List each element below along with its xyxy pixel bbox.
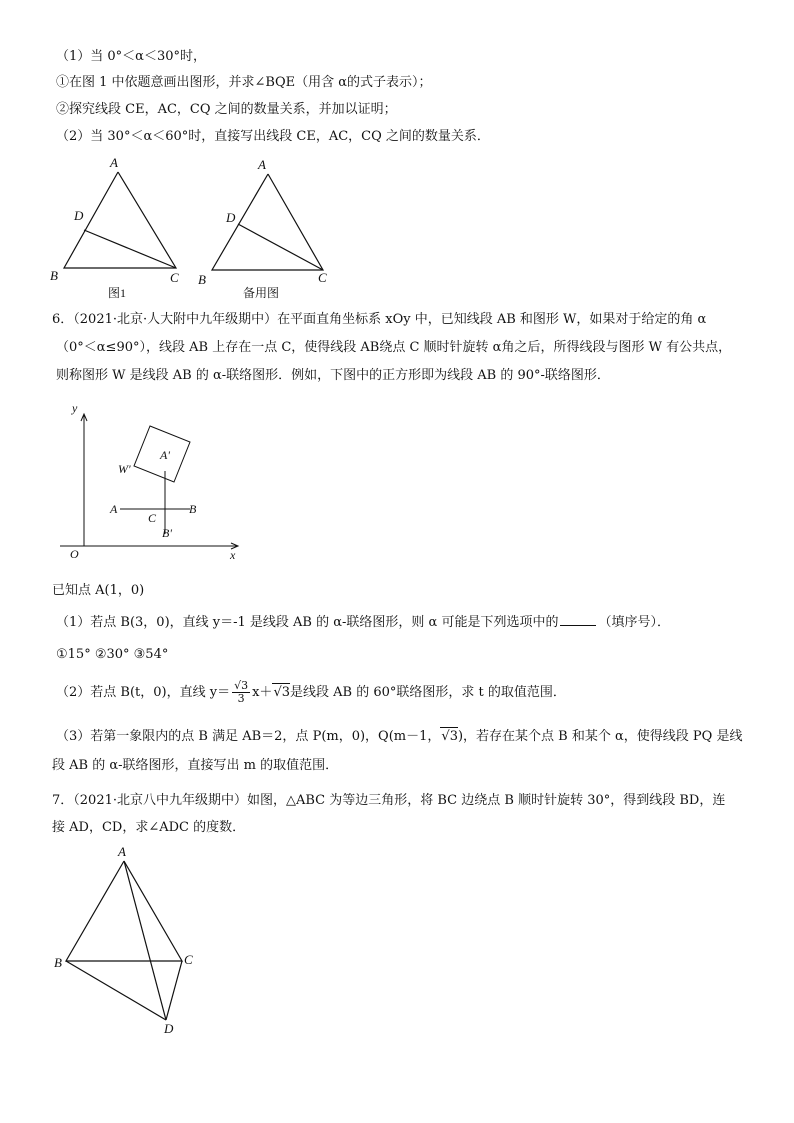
fig2-caption: 备用图: [243, 286, 280, 300]
sqrt-three-q3: √ 3: [440, 727, 458, 746]
graph-label-w: W': [118, 462, 131, 476]
p6-line1: 6．（2021·北京·人大附中九年级期中）在平面直角坐标系 xOy 中，已知线段 AB 和图形 W，如果对于给定的角 α: [52, 312, 707, 327]
fig1-label-a: A: [110, 155, 118, 170]
sqrt-three: √ 3: [272, 683, 290, 702]
graph-label-c: C: [148, 511, 157, 525]
q1-part-b: ②探究线段 CE，AC，CQ 之间的数量关系，并加以证明；: [56, 102, 397, 117]
p6-q3-line2: 段 AB 的 α-联络图形，直接写出 m 的取值范围．: [52, 758, 339, 773]
p6-q3-tail: )，若存在某个点 B 和某个 α，使得线段 PQ 是线: [457, 729, 743, 744]
p6-q1-text: （1）若点 B(3，0)，直线 y＝-1 是线段 AB 的 α-联络图形，则 α 可能是下列选项中的: [56, 615, 559, 630]
p6-q2-mid: x＋: [252, 685, 273, 700]
p6-q2-tail: 是线段 AB 的 60°联络图形，求 t 的取值范围．: [290, 685, 566, 700]
p6-q2: [56, 680, 566, 705]
fig2-label-d: D: [226, 210, 236, 225]
p7-label-b: B: [54, 955, 62, 970]
p6-line3: 则称图形 W 是线段 AB 的 α-联络图形．例如，下图中的正方形即为线段 AB 的 90°-联络图形．: [56, 368, 610, 383]
fig1-label-b: B: [50, 268, 58, 283]
q1-intro: （1）当 0°＜α＜30°时，: [56, 49, 206, 64]
axis-y-label: y: [72, 401, 78, 415]
graph-label-b-prime: B': [162, 526, 172, 540]
fig2-label-a: A: [258, 157, 266, 172]
q1-part-a: ①在图 1 中依题意画出图形，并求∠BQE（用含 α的式子表示）；: [56, 75, 432, 90]
fig1-label-c: C: [170, 270, 179, 285]
fig1-caption: 图1: [108, 286, 127, 300]
fig2-label-c: C: [318, 270, 327, 285]
p6-options: ①15° ②30° ③54°: [56, 647, 169, 662]
p6-q2-text: （2）若点 B(t，0)，直线 y＝: [56, 685, 231, 700]
problem7-figure: [50, 843, 210, 1038]
p7-label-c: C: [184, 952, 193, 967]
fig2-label-b: B: [198, 272, 206, 287]
p6-line2: （0°＜α≤90°），线段 AB 上存在一点 C，使得线段 AB绕点 C 顺时针旋转 α角之后，所得线段与图形 W 有公共点，: [56, 340, 732, 355]
axis-x-label: x: [230, 548, 236, 562]
graph-label-b: B: [189, 502, 197, 516]
p7-label-a: A: [118, 844, 126, 859]
p6-q3-line1: [56, 727, 742, 746]
graph-label-a-prime: A': [160, 448, 170, 462]
coordinate-graph: [50, 396, 250, 566]
q2: （2）当 30°＜α＜60°时，直接写出线段 CE，AC，CQ 之间的数量关系．: [56, 129, 490, 144]
fraction: [232, 680, 250, 705]
p7-line1: 7．（2021·北京八中九年级期中）如图，△ABC 为等边三角形，将 BC 边绕点 B 顺时针旋转 30°，得到线段 BD，连: [52, 793, 726, 808]
p7-line2: 接 AD，CD，求∠ADC 的度数．: [52, 820, 246, 835]
fraction-numerator: √3: [234, 679, 249, 692]
p6-q1-tail: （填序号）．: [598, 615, 670, 630]
origin-label: O: [70, 547, 79, 561]
fraction-denominator: 3: [237, 692, 245, 705]
p7-label-d: D: [164, 1021, 174, 1036]
figure1-triangle: [40, 150, 360, 305]
known-point: 已知点 A(1，0): [52, 583, 145, 598]
graph-label-a: A: [110, 502, 118, 516]
p6-q3-text: （3）若第一象限内的点 B 满足 AB＝2，点 P(m，0)，Q(m－1，: [56, 729, 441, 744]
p6-q1: [56, 613, 670, 632]
fig1-label-d: D: [74, 208, 84, 223]
answer-blank: [560, 613, 596, 626]
